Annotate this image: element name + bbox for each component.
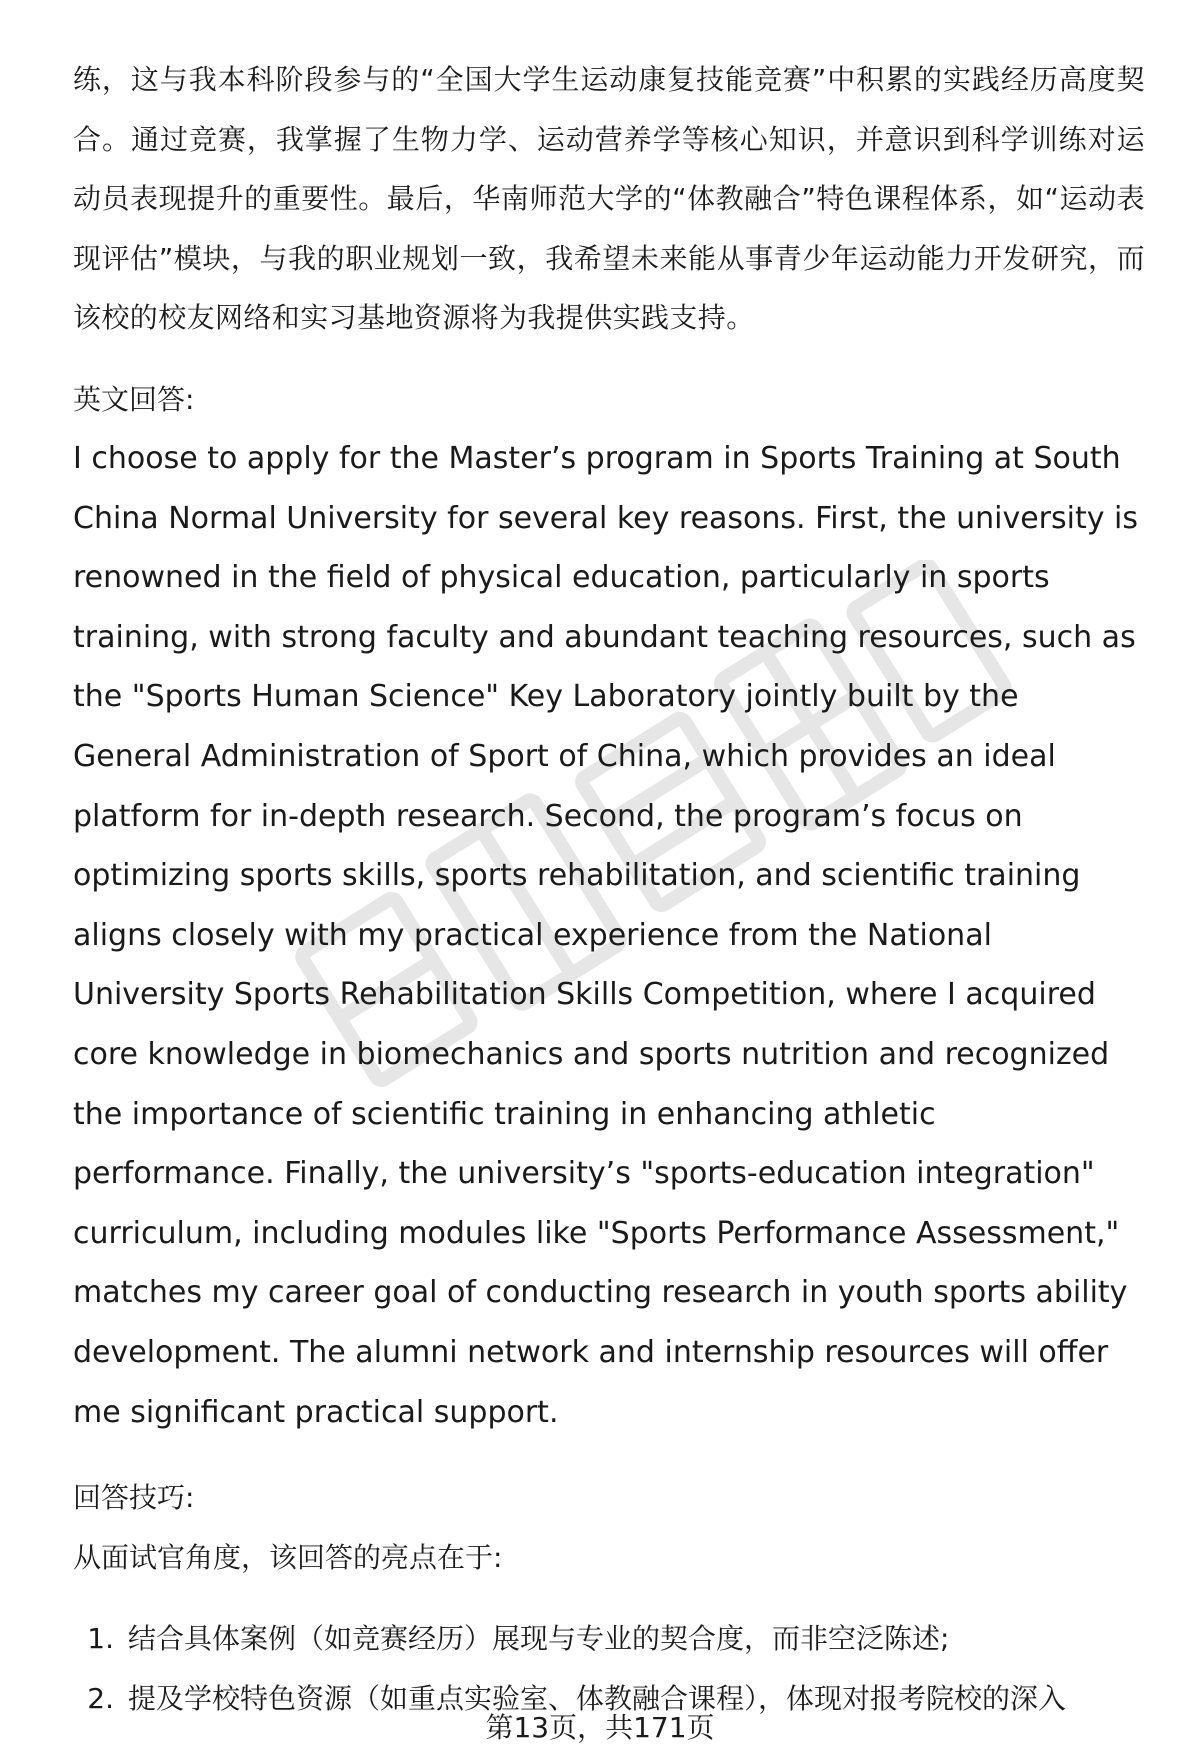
answer-tips-label: 回答技巧: bbox=[73, 1481, 195, 1515]
list-item-number: 1. bbox=[87, 1622, 114, 1656]
answer-tips-intro: 从面试官角度，该回答的亮点在于: bbox=[73, 1540, 503, 1574]
english-answer-label: 英文回答: bbox=[73, 382, 195, 416]
list-item-text: 结合具体案例（如竞赛经历）展现与专业的契合度，而非空泛陈述; bbox=[128, 1622, 950, 1656]
english-answer-paragraph: I choose to apply for the Master’s program in Sports Training at South China Normal University for several key reasons. First, the university is renowned in the field of physical education, particularly in sports training, with strong faculty and abundant teaching resources, such as the "Sports Human Science" Key Laboratory jointly built by the General Administration of Sport of China, which provides an ideal platform for in-depth research. Second, the program’s focus on optimizing sports skills, sports rehabilitation, and scientific training aligns closely with my practical experience from the National University Sports Rehabilitation Skills Competition, where I acquired core knowledge in biomechanics and sports nutrition and recognized the importance of scientific training in enhancing athletic performance. Finally, the university’s "sports-education integration" curriculum, including modules like "Sports Performance Assessment," matches my career goal of conducting research in youth sports ability development. The alumni network and internship resources will offer me significant practical support. bbox=[73, 441, 1138, 1430]
list-item bbox=[73, 1609, 1145, 1669]
chinese-answer-paragraph: 练，这与我本科阶段参与的“全国大学生运动康复技能竞赛”中积累的实践经历高度契合。通过竞赛，我掌握了生物力学、运动营养学等核心知识，并意识到科学训练对运动员表现提升的重要性。最后，华南师范大学的“体教融合”特色课程体系，如“运动表现评估”模块，与我的职业规划一致，我希望未来能从事青少年运动能力开发研究，而该校的校友网络和实习基地资源将为我提供实践支持。 bbox=[73, 63, 1145, 334]
page-indicator: 第13页，共171页 bbox=[485, 1711, 715, 1744]
list-item-number: 2. bbox=[87, 1681, 114, 1715]
page-content bbox=[73, 50, 1145, 1728]
list-item-text: 提及学校特色资源（如重点实验室、体教融合课程），体现对报考院校的深入 bbox=[128, 1681, 1067, 1715]
